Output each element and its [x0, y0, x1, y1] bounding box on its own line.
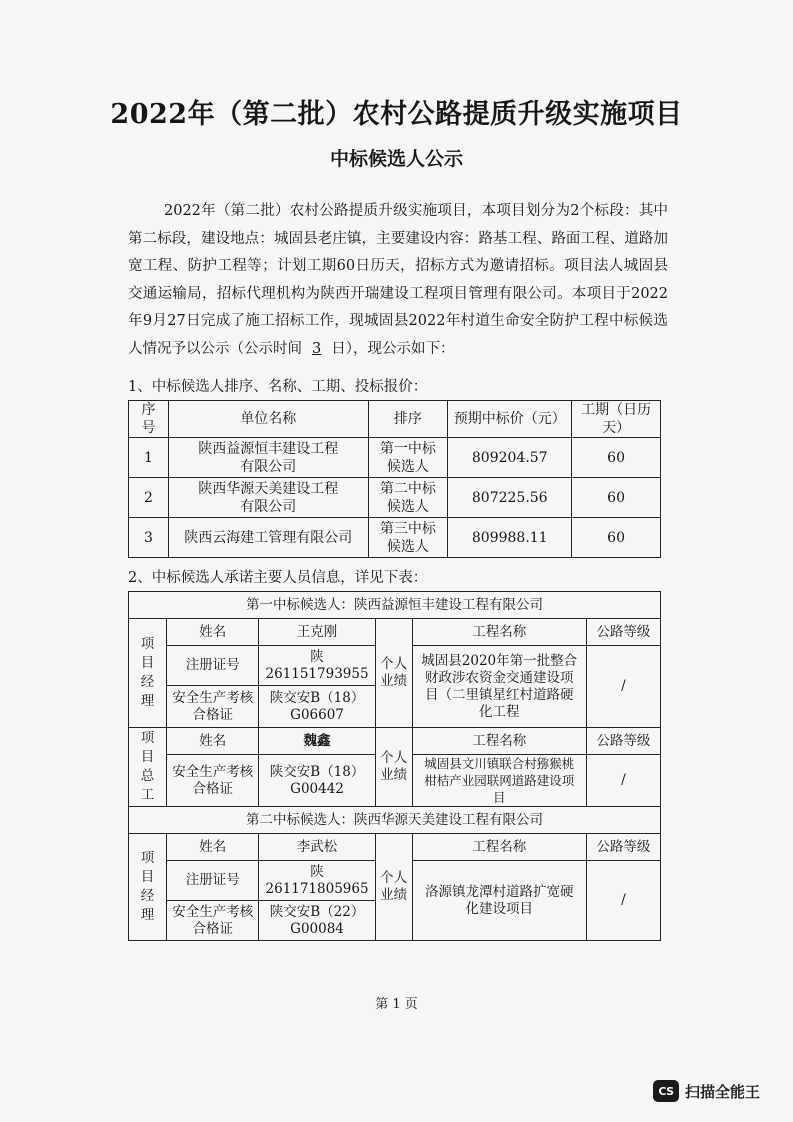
- intro-text: 2022年（第二批）农村公路提质升级实施项目，本项目划分为2个标段：其中第二标段，建设地点：城固县老庄镇，主要建设内容：路基工程、路面工程、道路加宽工程、防护工程等；计划工期60日历天，招标方式为邀请招标。项目法人城固县交通运输局，招标代理机构为陕西开瑞建设工程项目管理有限公司。本项目于2022年9月27日完成了施工招标工作，现城固县2022年村道生命安全防护工程中标候选人情况予以公示（公示时间: [128, 203, 668, 357]
- table-row: [129, 478, 661, 518]
- label-name: 姓名: [166, 728, 259, 755]
- watermark-text: 扫描全能王: [685, 1082, 761, 1101]
- notice-days: 3: [312, 340, 322, 357]
- document-subtitle: 中标候选人公示: [329, 148, 463, 170]
- intro-paragraph: [128, 198, 668, 364]
- c2-pm-row-name: [129, 834, 661, 861]
- col-header-rank: 排序: [368, 401, 448, 438]
- c1-role-pm: 项目经理: [129, 619, 167, 728]
- row-days: 60: [572, 518, 661, 558]
- row-days: 60: [572, 478, 661, 518]
- c2-pm-project: 洛源镇龙潭村道路扩宽硬化建设项目: [412, 861, 586, 941]
- row-price: 809204.57: [448, 438, 572, 478]
- row-no: 1: [129, 438, 169, 478]
- row-days: 60: [572, 438, 661, 478]
- c1-pm-safety: 陕交安B（18）G06607: [259, 686, 375, 728]
- col-header-no: 序号: [129, 401, 169, 438]
- scanner-watermark: [653, 1080, 760, 1102]
- row-no: 2: [129, 478, 169, 518]
- c1-tech-name: 魏鑫: [259, 728, 375, 755]
- col-header-days: 工期（日历天）: [572, 401, 661, 438]
- c1-tech-row-name: [129, 728, 661, 755]
- table-row: [129, 518, 661, 558]
- c1-pm-perf-label: 个人业绩: [375, 619, 412, 728]
- label-grade: 公路等级: [586, 619, 660, 646]
- candidates-ranking-table: [128, 400, 661, 558]
- c1-pm-project: 城固县2020年第一批整合财政涉农资金交通建设项目（二里镇星红村道路硬化工程: [412, 646, 586, 728]
- label-project: 工程名称: [412, 834, 586, 861]
- row-name: 陕西华源天美建设工程有限公司: [168, 478, 368, 518]
- row-name: 陕西益源恒丰建设工程有限公司: [168, 438, 368, 478]
- label-safety: 安全生产考核合格证: [166, 686, 259, 728]
- row-price: 809988.11: [448, 518, 572, 558]
- label-name: 姓名: [166, 619, 259, 646]
- page-number: 第 1 页: [375, 997, 418, 1012]
- c2-pm-name: 李武松: [259, 834, 375, 861]
- c2-pm-grade: /: [586, 861, 660, 941]
- col-header-price: 预期中标价（元）: [448, 401, 572, 438]
- label-name: 姓名: [166, 834, 259, 861]
- section-1-heading: 1、中标候选人排序、名称、工期、投标报价：: [128, 379, 428, 395]
- c1-pm-name: 王克刚: [259, 619, 375, 646]
- c2-pm-cert: 陕261171805965: [259, 861, 375, 901]
- row-rank: 第一中标候选人: [368, 438, 448, 478]
- label-safety: 安全生产考核合格证: [166, 755, 259, 807]
- row-name: 陕西云海建工管理有限公司: [168, 518, 368, 558]
- camscanner-icon: CS: [653, 1080, 679, 1102]
- section-2-heading: 2、中标候选人承诺主要人员信息，详见下表：: [128, 570, 428, 586]
- label-cert: 注册证号: [166, 861, 259, 901]
- col-header-name: 单位名称: [168, 401, 368, 438]
- label-cert: 注册证号: [166, 646, 259, 686]
- label-grade: 公路等级: [586, 834, 660, 861]
- c1-tech-grade: /: [586, 755, 660, 807]
- table-row: [129, 438, 661, 478]
- c1-role-tech: 项目总工: [129, 728, 167, 807]
- label-safety: 安全生产考核合格证: [166, 901, 259, 941]
- c1-tech-project: 城固县文川镇联合村猕猴桃柑桔产业园联网道路建设项目: [412, 755, 586, 807]
- table-header-row: [129, 401, 661, 438]
- c2-pm-perf-label: 个人业绩: [375, 834, 412, 941]
- personnel-table: [128, 591, 661, 941]
- candidate-2-title: 第二中标候选人：陕西华源天美建设工程有限公司: [129, 807, 661, 834]
- candidate-1-band: [129, 592, 661, 619]
- c1-tech-safety: 陕交安B（18）G00442: [259, 755, 375, 807]
- label-project: 工程名称: [412, 619, 586, 646]
- intro-text-end: 日），现公示如下：: [331, 340, 455, 357]
- document-title: 2022年（第二批）农村公路提质升级实施项目: [110, 99, 683, 130]
- candidate-2-band: [129, 807, 661, 834]
- label-project: 工程名称: [412, 728, 586, 755]
- row-price: 807225.56: [448, 478, 572, 518]
- c1-tech-perf-label: 个人业绩: [375, 728, 412, 807]
- label-grade: 公路等级: [586, 728, 660, 755]
- row-rank: 第二中标候选人: [368, 478, 448, 518]
- row-rank: 第三中标候选人: [368, 518, 448, 558]
- c2-role-pm: 项目经理: [129, 834, 167, 941]
- row-no: 3: [129, 518, 169, 558]
- candidate-1-title: 第一中标候选人：陕西益源恒丰建设工程有限公司: [129, 592, 661, 619]
- c1-pm-cert: 陕261151793955: [259, 646, 375, 686]
- c2-pm-safety: 陕交安B（22）G00084: [259, 901, 375, 941]
- c1-pm-row-name: [129, 619, 661, 646]
- c1-pm-grade: /: [586, 646, 660, 728]
